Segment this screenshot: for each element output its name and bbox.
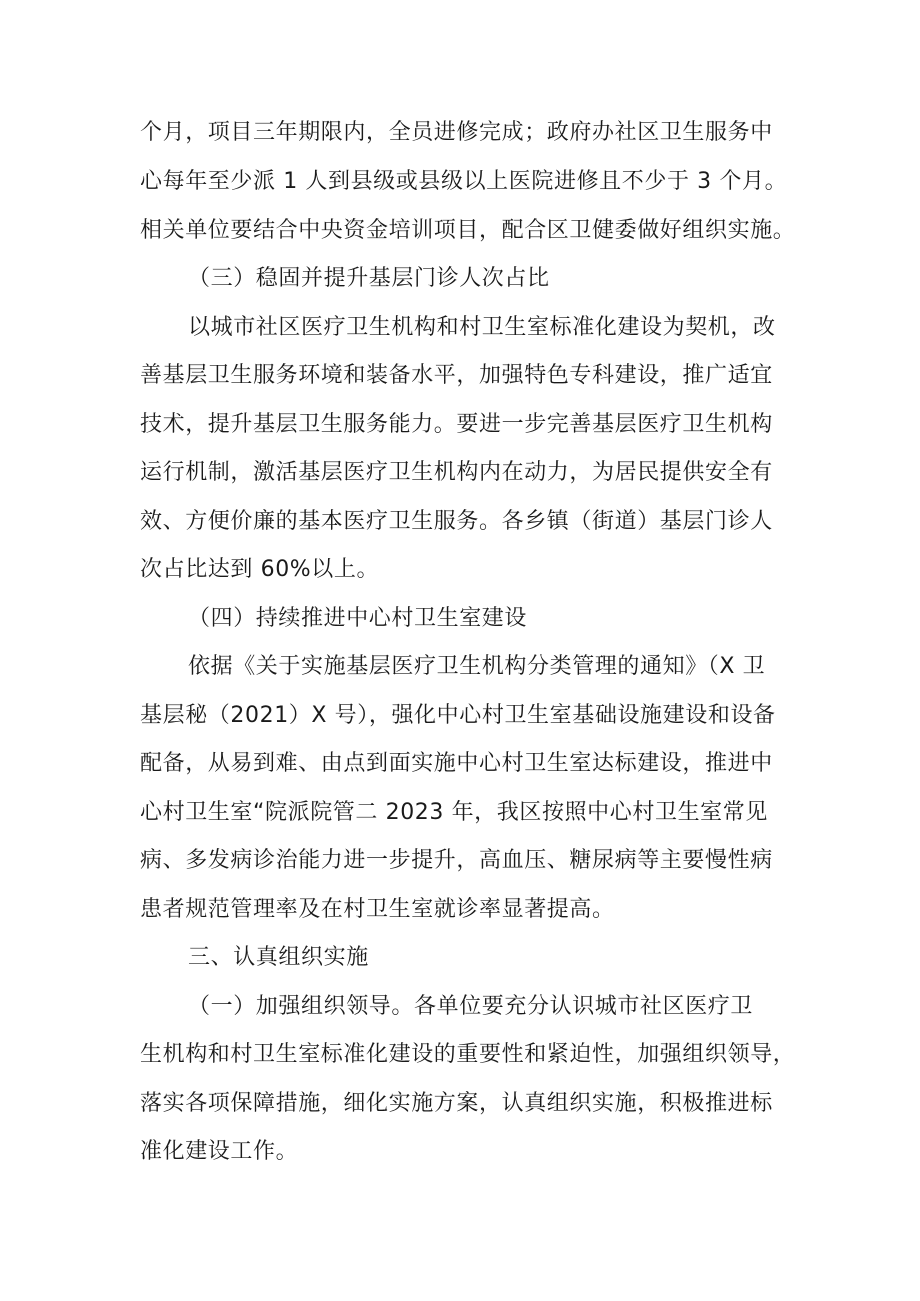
body-line: （一）加强组织领导。各单位要充分认识城市社区医疗卫 <box>188 994 754 1019</box>
body-line: 落实各项保障措施，细化实施方案，认真组织实施，积极推进标 <box>140 1091 773 1116</box>
body-line: 准化建设工作。 <box>140 1139 299 1164</box>
body-line: 配备，从易到难、由点到面实施中心村卫生室达标建设，推进中 <box>140 751 773 776</box>
chapter-heading: 三、认真组织实施 <box>188 945 369 970</box>
body-line: 病、多发病诊治能力进一步提升，高血压、糖尿病等主要慢性病 <box>140 848 773 873</box>
body-line: 技术，提升基层卫生服务能力。要进一步完善基层医疗卫生机构 <box>140 412 773 437</box>
body-line: 运行机制，激活基层医疗卫生机构内在动力，为居民提供安全有 <box>140 460 773 485</box>
body-line: 依据《关于实施基层医疗卫生机构分类管理的通知》（X 卫 <box>188 654 766 679</box>
body-line: 个月，项目三年期限内，全员进修完成；政府办社区卫生服务中 <box>140 120 773 145</box>
body-line: 次占比达到 60%以上。 <box>140 557 380 582</box>
body-line: 效、方便价廉的基本医疗卫生服务。各乡镇（街道）基层门诊人 <box>140 509 773 534</box>
body-line: 心每年至少派 1 人到县级或县级以上医院进修且不少于 3 个月。 <box>140 169 788 194</box>
body-line: 相关单位要结合中央资金培训项目，配合区卫健委做好组织实施。 <box>140 218 796 243</box>
body-line: 心村卫生室“院派院管二 2023 年，我区按照中心村卫生室常见 <box>140 800 768 825</box>
body-line: 基层秘（2021）X 号），强化中心村卫生室基础设施建设和设备 <box>140 703 776 728</box>
body-line: 患者规范管理率及在村卫生室就诊率显著提高。 <box>140 897 615 922</box>
body-line: 善基层卫生服务环境和装备水平，加强特色专科建设，推广适宜 <box>140 363 773 388</box>
body-line: 生机构和村卫生室标准化建设的重要性和紧迫性，加强组织领导， <box>140 1042 796 1067</box>
section-heading: （四）持续推进中心村卫生室建设 <box>188 606 528 631</box>
body-line: 以城市社区医疗卫生机构和村卫生室标准化建设为契机，改 <box>188 315 776 340</box>
section-heading: （三）稳固并提升基层门诊人次占比 <box>188 266 550 291</box>
